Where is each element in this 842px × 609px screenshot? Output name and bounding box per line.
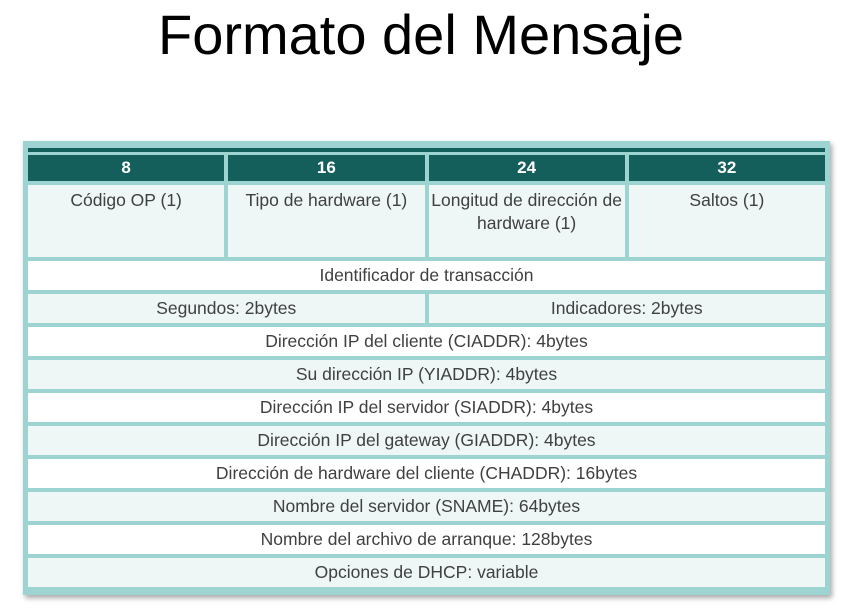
field-flags: Indicadores: 2bytes <box>429 294 826 323</box>
field-giaddr: Dirección IP del gateway (GIADDR): 4bytes <box>28 426 825 455</box>
dhcp-message-format-table <box>23 141 830 595</box>
field-op-code: Código OP (1) <box>28 185 224 257</box>
field-hardware-type: Tipo de hardware (1) <box>228 185 424 257</box>
field-dhcp-options: Opciones de DHCP: variable <box>28 558 825 587</box>
field-hops: Saltos (1) <box>629 185 825 257</box>
field-chaddr: Dirección de hardware del cliente (CHADDR): 16bytes <box>28 459 825 488</box>
field-ciaddr: Dirección IP del cliente (CIADDR): 4bytes <box>28 327 825 356</box>
header-bits-24: 24 <box>429 155 625 181</box>
header-bits-16: 16 <box>228 155 424 181</box>
field-transaction-id: Identificador de transacción <box>28 261 825 290</box>
header-bits-8: 8 <box>28 155 224 181</box>
field-boot-file: Nombre del archivo de arranque: 128bytes <box>28 525 825 554</box>
slide-title: Formato del Mensaje <box>157 3 684 66</box>
field-seconds: Segundos: 2bytes <box>28 294 425 323</box>
header-bits-32: 32 <box>629 155 825 181</box>
field-yiaddr: Su dirección IP (YIADDR): 4bytes <box>28 360 825 389</box>
field-hardware-length: Longitud de dirección de hardware (1) <box>429 185 625 257</box>
top-stripe <box>28 148 825 152</box>
field-siaddr: Dirección IP del servidor (SIADDR): 4bytes <box>28 393 825 422</box>
field-sname: Nombre del servidor (SNAME): 64bytes <box>28 492 825 521</box>
